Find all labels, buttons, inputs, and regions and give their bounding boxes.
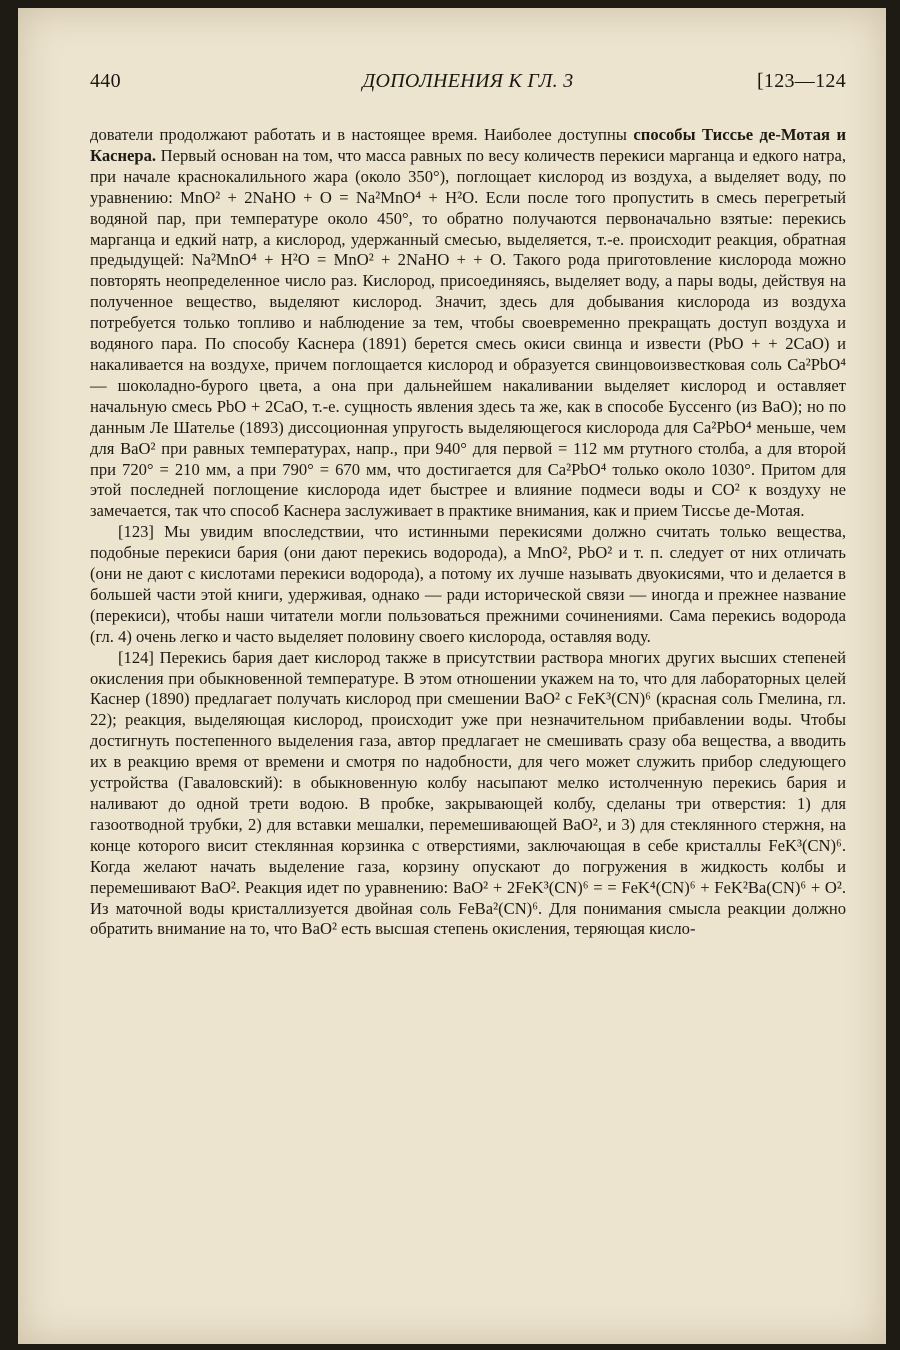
running-header <box>90 70 846 100</box>
book-page <box>18 8 886 1344</box>
page-number: 440 <box>90 70 121 92</box>
note-123 <box>90 522 846 647</box>
section-range: [123—124 <box>756 70 846 92</box>
paragraph-text: Мы увидим впоследствии, что истинными перекисями должно считать только вещества, подобные перекиси бария (они дают перекись водорода), а MnO², PbO² и т. п. следует от них отличать (они не дают с кислотами перекиси водорода), а потому их лучше называть двуокисями, что и делается в большей части этой книги, удерживая, однако — ради исторической связи — иногда и прежнее название (перекиси), чтобы наши читатели могли пользоваться прежними сочинениями. Сама перекись водорода (гл. 4) очень легко и часто выделяет половину своего кислорода, оставляя воду. <box>90 522 846 646</box>
note-124 <box>90 648 846 941</box>
note-reference: [123] <box>118 522 154 542</box>
paragraph-continuation <box>90 125 846 522</box>
paragraph-lead-text: дователи продолжают работать и в настоящее время. Наиболее доступны <box>90 125 627 144</box>
page-body <box>90 125 846 940</box>
paragraph-bold-phrase: способы Тиссье де-Мотая и Каснера. <box>90 125 847 165</box>
note-reference: [124] <box>118 647 154 667</box>
paragraph-text: Перекись бария дает кислород также в присутствии раствора многих других высших степеней окисления при обыкновенной температуре. В этом отношении укажем на то, что для лабораторных целей Каснер (1890) предлагает получать кислород при смешении BaO² с FeK³(CN)⁶ (красная соль Гмелина, гл. 22); реакция, выделяющая кислород, происходит уже при незначительном прибавлении воды. Чтобы достигнуть постепенного выделения газа, автор предлагает не смешивать сразу оба вещества, а вводить их в реакцию время от времени и смотря по надобности, для чего может служить прибор следующего устройства (Гаваловский): в обыкновенную колбу насыпают мелко истолченную перекись бария и наливают до одной трети водою. В пробке, закрывающей колбу, сделаны три отверстия: 1) для газоотводной трубки, 2) для вставки мешалки, перемешивающей BaO², и 3) для стеклянного стержня, на конце которого висит стеклянная корзинка с отверстиями, заключающая в себе кристаллы FeK³(CN)⁶. Когда желают начать выделение газа, корзину опускают до погружения в жидкость колбы и перемешивают BaO². Реакция идет по уравнению: BaO² + 2FeK³(CN)⁶ = = FeK⁴(CN)⁶ + FeK²Ba(CN)⁶ + O². Из маточной воды кристаллизуется двойная соль FeBa²(CN)⁶. Для понимания смысла реакции должно обратить внимание на то, что BaO² есть высшая степень окисления, теряющая кисло- <box>90 647 847 939</box>
paragraph-text: Первый основан на том, что масса равных по весу количеств перекиси марганца и едкого натра, при начале краснокалильного жара (около 350°), поглощает кислород из воздуха, а выделяет воду, по уравнению: MnO² + 2NaHO + O = Na²MnO⁴ + H²O. Если после того пропустить в смесь перегретый водяной пар, при температуре около 450°, то обратно получаются первоначально взятые: перекись марганца и едкий натр, а кислород, удержанный смесью, выделяется, т.-е. происходит реакция, обратная предыдущей: Na²MnO⁴ + H²O = MnO² + 2NaHO + + O. Такого рода приготовление кислорода можно повторять неопределенное число раз. Кислород, присоединяясь, выделяет воду, а пары воды, действуя на полученное вещество, выделяют кислород. Значит, здесь для добывания кислорода из воздуха потребуется только топливо и наблюдение за тем, чтобы своевременно прекращать доступ воздуха и водяного пара. По способу Каснера (1891) берется смесь окиси свинца и извести (PbO + + 2CaO) и накаливается на воздухе, причем поглощается кислород и образуется свинцовоизвестковая соль Ca²PbO⁴ — шоколадно-бурого цвета, а она при дальнейшем накаливании выделяет кислород и оставляет начальную смесь PbO + 2CaO, т.-е. сущность явления здесь та же, как в способе Буссенго (из BaO); но по данным Ле Шателье (1893) диссоционная упругость выделяющегося кислорода для Ca²PbO⁴ меньше, чем для BaO² при равных температурах, напр., при 940° для первой = 112 мм ртутного столба, а для второй при 720° = 210 мм, а при 790° = 670 мм, что достигается для Ca²PbO⁴ только около 1030°. Притом для этой последней поглощение кислорода идет быстрее и влияние подмеси воды и CO² к воздуху не замечается, так что способ Каснера заслуживает в практике внимания, как и прием Тиссье де-Мотая. <box>90 145 846 521</box>
chapter-title: ДОПОЛНЕНИЯ К ГЛ. 3 <box>362 70 574 92</box>
